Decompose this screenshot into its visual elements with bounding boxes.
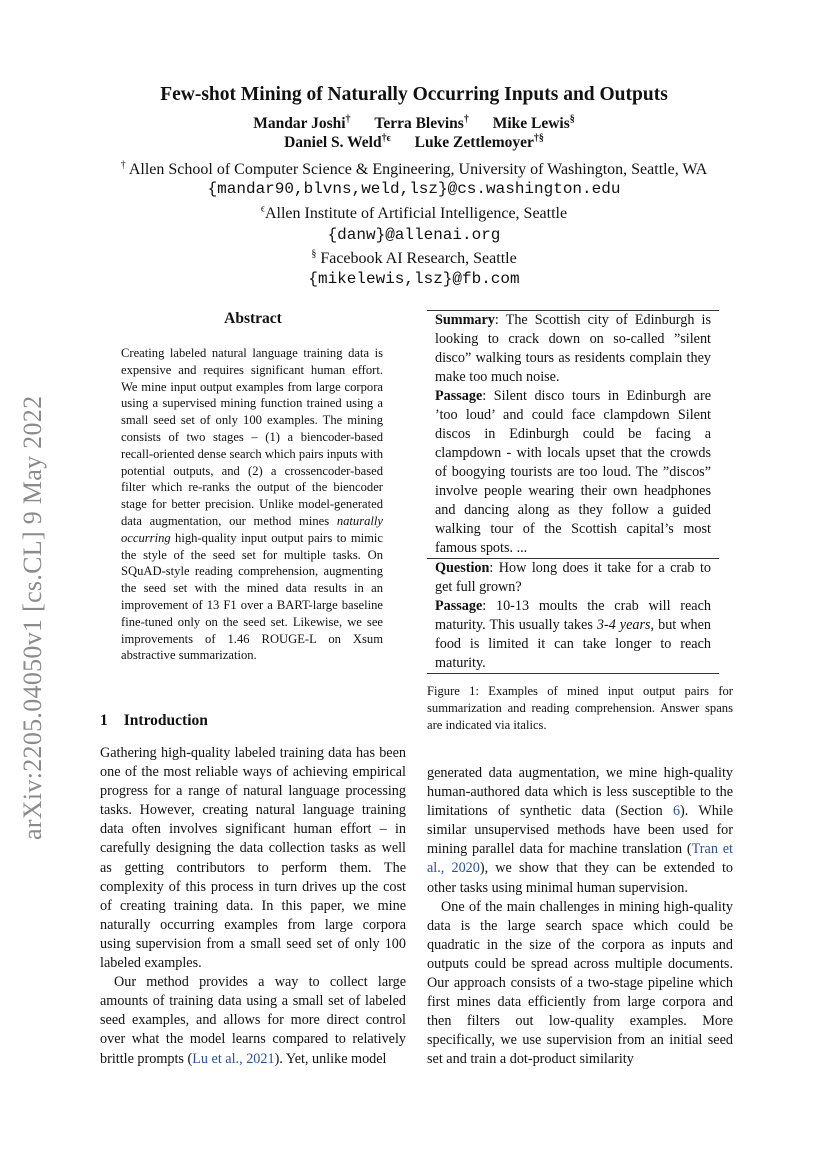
- right-column-body: [427, 764, 733, 1070]
- author-line-1: [0, 115, 828, 133]
- citation-link[interactable]: Tran et al., 2020: [427, 841, 734, 877]
- author-line-2: [0, 134, 828, 152]
- abstract-heading: Abstract: [224, 310, 282, 327]
- section-heading: [100, 712, 208, 730]
- affiliation: § Facebook AI Research, Seattle: [311, 248, 517, 267]
- figure-bottom-rule: [427, 673, 719, 674]
- figure-caption: Figure 1: Examples of mined input output pairs for summarization and reading comprehension. Answer spans are indicated via italics.: [427, 684, 733, 732]
- affiliation: † Allen School of Computer Science & Engineering, University of Washington, Seattle, WA: [120, 159, 708, 178]
- affiliation-email: {mandar90,blvns,weld,lsz}@cs.washington.edu: [207, 180, 621, 198]
- section-ref-link[interactable]: 6: [672, 803, 681, 820]
- figure-1: [427, 310, 719, 674]
- abstract-body: Creating labeled natural language training data is expensive and requires significant human effort. We mine input output examples from large corpora using a supervised mining function trained using a small seed set of only 100 examples. The mining consists of two stages – (1) a biencoder-based recall-oriented dense search which pairs inputs with potential outputs, and (2) a crossencoder-based filter which re-ranks the output of the biencoder stage for better precision. Unlike model-generated data augmentation, our method mines naturally occurring high-quality input output pairs to mimic the style of the seed set for multiple tasks. On SQuAD-style reading comprehension, augmenting the seed set with the mined data results in an improvement of 13 F1 over a BART-large baseline fine-tuned only on the seed set. Likewise, we see improvements of 1.46 ROUGE-L on Xsum abstractive summarization.: [121, 346, 383, 663]
- paragraph: Gathering high-quality labeled training data has been one of the most reliable ways of achieving empirical progress for a range of natural language processing tasks. However, creating natural language training data often involves significant human effort – in carefully designing the data collection tasks as well as getting contributors to perform them. The complexity of this process in turn drives up the cost of creating training data. In this paper, we mine naturally occurring examples from large corpora using supervision from a small seed set of only 100 labeled examples.: [100, 745, 406, 972]
- author: Luke Zettlemoyer†§: [414, 132, 544, 151]
- author: Daniel S. Weld$^{\dagger\epsilon}$: [284, 132, 391, 151]
- arxiv-stamp: arXiv:2205.04050v1 [cs.CL] 9 May 2022: [18, 395, 47, 840]
- affiliation-email: {mikelewis,lsz}@fb.com: [308, 270, 520, 288]
- paragraph: Our method provides a way to collect large amounts of training data using a small set of labeled seed examples, and allows for more direct control over what the model learns compared to relatively brittle prompts (Lu et al., 2021). Yet, unlike model: [100, 974, 406, 1067]
- author: Terra Blevins†: [374, 113, 469, 132]
- paper-title: Few-shot Mining of Naturally Occurring Inputs and Outputs: [160, 84, 668, 105]
- figure-example-summarization: Summary: The Scottish city of Edinburgh is looking to crack down on so-called ”silent disco” walking tours as residents complain they make too much noise. Passage: Silent disco tours in Edinburgh are ’too loud’ and could face clampdown Silent discos in Edinburgh could be facing a clampdown - with locals upset that the crowds of boogying tourists are too loud. The ”discos” involve people wearing their own headphones and dancing along as they follow a guided walking tour of the Scottish capital’s most famous spots. ...: [435, 312, 711, 556]
- figure-example-reading-comprehension: Question: How long does it take for a crab to get full grown? Passage: 10-13 moults the crab will reach maturity. This usually takes 3-4 years, but when food is limited it can take longer to reach maturity.: [435, 560, 711, 671]
- affiliation-email: {danw}@allenai.org: [327, 226, 501, 244]
- section-title: Introduction: [123, 712, 208, 729]
- author: Mandar Joshi†: [253, 113, 351, 132]
- citation-link[interactable]: Lu et al., 2021: [192, 1050, 275, 1067]
- paragraph: generated data augmentation, we mine high-quality human-authored data which is less susceptible to the limitations of synthetic data (Section 6). While similar unsupervised methods have been used for mining parallel data for machine translation (Tran et al., 2020), we show that they can be extended to other tasks using minimal human supervision.: [427, 765, 734, 896]
- answer-span: 3-4 years: [596, 617, 651, 633]
- author: Mike Lewis§: [492, 113, 575, 132]
- affiliation: $^\epsilon$Allen Institute of Artificial Intelligence, Seattle: [260, 203, 568, 222]
- paragraph: One of the main challenges in mining high-quality data is the large search space which could be quadratic in the size of the corpora as inputs and outputs could be spread across multiple documents. Our approach consists of a two-stage pipeline which first mines data efficiently from large corpora and then filters out low-quality examples. More specifically, we use supervision from an initial seed set and train a dot-product similarity: [427, 898, 733, 1068]
- section-number: 1: [100, 712, 108, 729]
- left-column-body: [100, 744, 406, 1069]
